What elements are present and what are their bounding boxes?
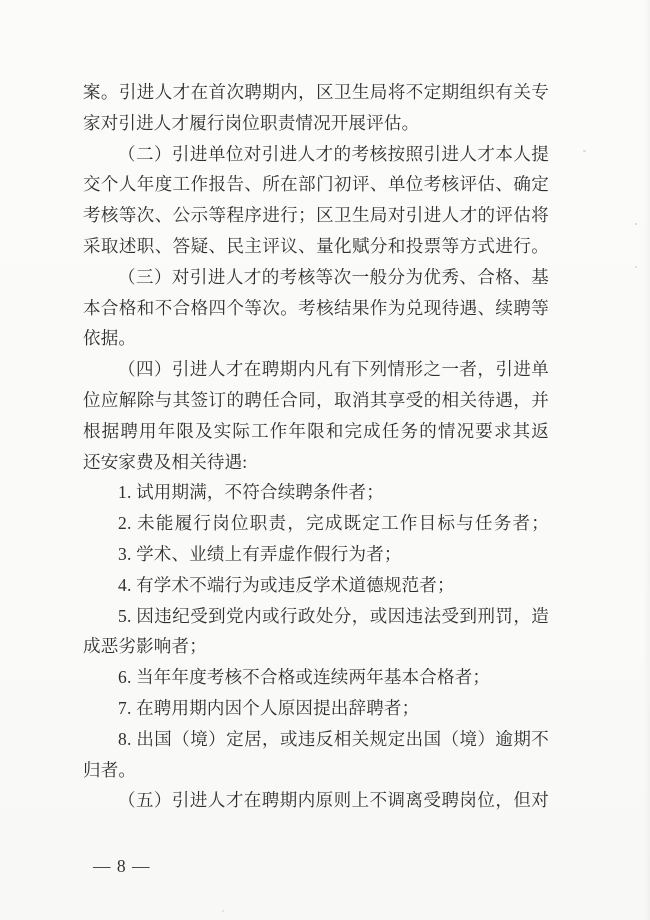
text-line: 归者。 [83, 759, 137, 780]
text-line: 位应解除与其签订的聘任合同，取消其享受的相关待遇，并 [83, 389, 549, 410]
scan-speck [222, 910, 224, 912]
scan-speck [635, 266, 637, 268]
document-body [83, 77, 549, 816]
text-line: 依据。 [83, 328, 137, 349]
text-line: （二）引进单位对引进人才的考核按照引进人才本人提 [118, 143, 549, 164]
text-line: （三）对引进人才的考核等次一般分为优秀、合格、基 [118, 266, 549, 287]
text-line: （五）引进人才在聘期内原则上不调离受聘岗位，但对 [118, 790, 549, 811]
scan-speck [583, 150, 586, 152]
page-number: — 8 — [93, 856, 151, 876]
text-line: 根据聘用年限及实际工作年限和完成任务的情况要求其返 [83, 420, 549, 441]
text-line: 7. 在聘用期内因个人原因提出辞聘者； [118, 697, 420, 718]
text-line: 采取述职、答疑、民主评议、量化赋分和投票等方式进行。 [83, 235, 549, 256]
text-line: 6. 当年年度考核不合格或连续两年基本合格者； [118, 667, 491, 688]
scan-speck [635, 223, 637, 225]
text-line: 4. 有学术不端行为或违反学术道德规范者； [118, 574, 455, 595]
text-line: 8. 出国（境）定居，或违反相关规定出国（境）逾期不 [118, 728, 549, 749]
text-line: 案。引进人才在首次聘期内，区卫生局将不定期组织有关专 [83, 82, 549, 102]
text-line: 成恶劣影响者； [83, 636, 207, 657]
text-line: 3. 学术、业绩上有弄虚作假行为者； [118, 543, 402, 564]
text-line: 2. 未能履行岗位职责，完成既定工作目标与任务者； [118, 513, 549, 534]
text-line: 考核等次、公示等程序进行；区卫生局对引进人才的评估将 [83, 205, 549, 226]
text-line: 5. 因违纪受到党内或行政处分，或因违法受到刑罚，造 [118, 605, 549, 626]
text-line: 本合格和不合格四个等次。考核结果作为兑现待遇、续聘等 [83, 297, 549, 318]
text-line: （四）引进人才在聘期内凡有下列情形之一者，引进单 [118, 359, 549, 380]
text-line: 1. 试用期满，不符合续聘条件者； [118, 482, 384, 503]
text-line: 还安家费及相关待遇: [83, 451, 248, 472]
text-line: 交个人年度工作报告、所在部门初评、单位考核评估、确定 [83, 174, 549, 195]
text-line: 家对引进人才履行岗位职责情况开展评估。 [83, 112, 420, 133]
